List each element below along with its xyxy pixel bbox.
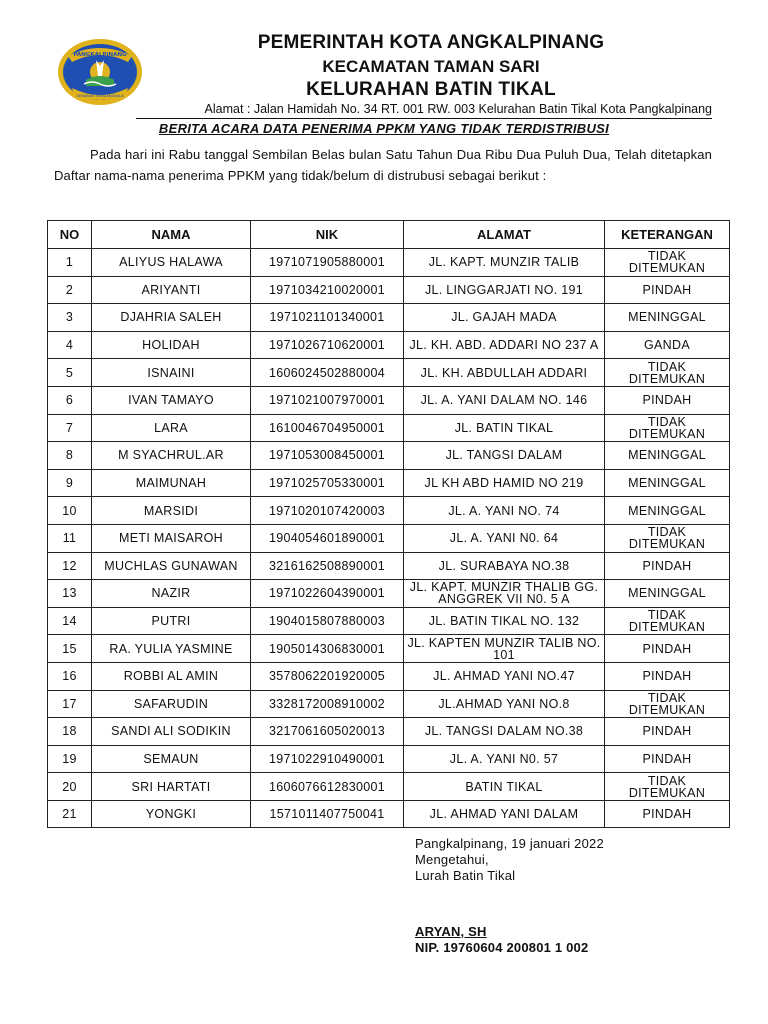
cell-nik: 1971022910490001	[251, 745, 404, 773]
cell-nama: MUCHLAS GUNAWAN	[92, 552, 251, 580]
cell-keterangan: PINDAH	[605, 662, 730, 690]
cell-nik: 1971022604390001	[251, 580, 404, 608]
cell-alamat: JL. A. YANI N0. 57	[404, 745, 605, 773]
cell-keterangan: TIDAK DITEMUKAN	[605, 773, 730, 801]
cell-keterangan: PINDAH	[605, 745, 730, 773]
table-row	[48, 662, 730, 690]
table-row	[48, 442, 730, 470]
table-row	[48, 552, 730, 580]
cell-alamat: JL. GAJAH MADA	[404, 304, 605, 332]
header-keterangan: KETERANGAN	[605, 221, 730, 249]
cell-keterangan: PINDAH	[605, 386, 730, 414]
cell-nama: YONGKI	[92, 800, 251, 828]
table-row	[48, 635, 730, 663]
cell-nik: 1971053008450001	[251, 442, 404, 470]
table-row	[48, 276, 730, 304]
cell-nama: ARIYANTI	[92, 276, 251, 304]
cell-keterangan: PINDAH	[605, 635, 730, 663]
table-row	[48, 773, 730, 801]
cell-nama: METI MAISAROH	[92, 524, 251, 552]
cell-no: 14	[48, 607, 92, 635]
city-emblem-icon	[56, 36, 144, 108]
cell-alamat: JL KH ABD HAMID NO 219	[404, 469, 605, 497]
cell-no: 13	[48, 580, 92, 608]
letterhead-divider	[136, 118, 712, 119]
cell-nama: SEMAUN	[92, 745, 251, 773]
place-date: Pangkalpinang, 19 januari 2022	[415, 836, 604, 851]
table-row	[48, 469, 730, 497]
cell-alamat: JL. KH. ABD. ADDARI NO 237 A	[404, 331, 605, 359]
cell-no: 16	[48, 662, 92, 690]
cell-alamat: JL. KH. ABDULLAH ADDARI	[404, 359, 605, 387]
cell-alamat: JL. LINGGARJATI NO. 191	[404, 276, 605, 304]
table-row	[48, 718, 730, 746]
cell-no: 17	[48, 690, 92, 718]
cell-nama: DJAHRIA SALEH	[92, 304, 251, 332]
cell-no: 3	[48, 304, 92, 332]
cell-no: 2	[48, 276, 92, 304]
cell-keterangan: PINDAH	[605, 800, 730, 828]
cell-alamat: JL. BATIN TIKAL NO. 132	[404, 607, 605, 635]
cell-nama: SAFARUDIN	[92, 690, 251, 718]
header-no: NO	[48, 221, 92, 249]
district-title: KECAMATAN TAMAN SARI	[322, 57, 540, 76]
cell-nik: 1905014306830001	[251, 635, 404, 663]
table-row	[48, 580, 730, 608]
cell-keterangan: MENINGGAL	[605, 469, 730, 497]
cell-nik: 3328172008910002	[251, 690, 404, 718]
cell-keterangan: PINDAH	[605, 718, 730, 746]
cell-keterangan: TIDAK DITEMUKAN	[605, 607, 730, 635]
cell-no: 19	[48, 745, 92, 773]
cell-alamat: JL. AHMAD YANI DALAM	[404, 800, 605, 828]
cell-no: 4	[48, 331, 92, 359]
cell-nama: RA. YULIA YASMINE	[92, 635, 251, 663]
cell-nama: ALIYUS HALAWA	[92, 249, 251, 277]
table-row	[48, 359, 730, 387]
cell-alamat: JL.AHMAD YANI NO.8	[404, 690, 605, 718]
cell-nik: 1971025705330001	[251, 469, 404, 497]
cell-nik: 1971034210020001	[251, 276, 404, 304]
cell-no: 21	[48, 800, 92, 828]
cell-nama: IVAN TAMAYO	[92, 386, 251, 414]
table-header-row	[48, 221, 730, 249]
cell-keterangan: MENINGGAL	[605, 442, 730, 470]
cell-nama: SRI HARTATI	[92, 773, 251, 801]
cell-alamat: JL. TANGSI DALAM	[404, 442, 605, 470]
government-title: PEMERINTAH KOTA ANGKALPINANG	[257, 32, 605, 53]
letterhead-text	[150, 32, 712, 103]
document-title	[0, 121, 768, 136]
cell-no: 18	[48, 718, 92, 746]
cell-nik: 1971020107420003	[251, 497, 404, 525]
cell-alamat: JL. SURABAYA NO.38	[404, 552, 605, 580]
table-row	[48, 800, 730, 828]
cell-keterangan: TIDAK DITEMUKAN	[605, 249, 730, 277]
cell-nik: 1606024502880004	[251, 359, 404, 387]
signer-name: ARYAN, SH	[415, 924, 487, 939]
cell-keterangan: TIDAK DITEMUKAN	[605, 414, 730, 442]
cell-keterangan: TIDAK DITEMUKAN	[605, 524, 730, 552]
cell-nik: 3578062201920005	[251, 662, 404, 690]
table-body	[48, 249, 730, 828]
table-row	[48, 414, 730, 442]
cell-alamat: JL. BATIN TIKAL	[404, 414, 605, 442]
cell-keterangan: TIDAK DITEMUKAN	[605, 359, 730, 387]
cell-no: 1	[48, 249, 92, 277]
cell-nik: 1606076612830001	[251, 773, 404, 801]
cell-alamat: JL. A. YANI DALAM NO. 146	[404, 386, 605, 414]
table-row	[48, 690, 730, 718]
header-alamat: ALAMAT	[404, 221, 605, 249]
cell-no: 15	[48, 635, 92, 663]
cell-nik: 1904015807880003	[251, 607, 404, 635]
signature-space	[415, 884, 604, 924]
cell-nik: 3217061605020013	[251, 718, 404, 746]
document-title-text: BERITA ACARA DATA PENERIMA PPKM YANG TIDAK TERDISTRIBUSI	[158, 121, 610, 136]
table-row	[48, 386, 730, 414]
cell-nama: SANDI ALI SODIKIN	[92, 718, 251, 746]
signature-block	[415, 836, 604, 956]
cell-no: 10	[48, 497, 92, 525]
cell-nama: PUTRI	[92, 607, 251, 635]
cell-alamat: BATIN TIKAL	[404, 773, 605, 801]
cell-keterangan: TIDAK DITEMUKAN	[605, 690, 730, 718]
cell-keterangan: PINDAH	[605, 276, 730, 304]
cell-nama: NAZIR	[92, 580, 251, 608]
cell-nama: ISNAINI	[92, 359, 251, 387]
table-row	[48, 745, 730, 773]
cell-alamat: JL. KAPT. MUNZIR THALIB GG. ANGGREK VII N0. 5 A	[404, 580, 605, 608]
cell-keterangan: MENINGGAL	[605, 497, 730, 525]
intro-paragraph: Pada hari ini Rabu tanggal Sembilan Belas bulan Satu Tahun Dua Ribu Dua Puluh Dua, Telah ditetapkan Daftar nama-nama penerima PPKM yang tidak/belum di distrubusi sebagai berikut :	[54, 147, 712, 183]
cell-nama: LARA	[92, 414, 251, 442]
cell-no: 6	[48, 386, 92, 414]
cell-no: 5	[48, 359, 92, 387]
table-row	[48, 497, 730, 525]
cell-nik: 1610046704950001	[251, 414, 404, 442]
header-nik: NIK	[251, 221, 404, 249]
cell-nama: HOLIDAH	[92, 331, 251, 359]
recipient-table	[47, 220, 730, 828]
header-nama: NAMA	[92, 221, 251, 249]
table-row	[48, 607, 730, 635]
cell-nama: ROBBI AL AMIN	[92, 662, 251, 690]
signer-nip: NIP. 19760604 200801 1 002	[415, 940, 589, 955]
letterhead	[0, 0, 768, 120]
cell-alamat: JL. A. YANI N0. 64	[404, 524, 605, 552]
cell-nik: 1571011407750041	[251, 800, 404, 828]
table-row	[48, 524, 730, 552]
acknowledged-label: Mengetahui,	[415, 852, 489, 867]
signer-position: Lurah Batin Tikal	[415, 868, 516, 883]
table-row	[48, 249, 730, 277]
cell-no: 9	[48, 469, 92, 497]
cell-nik: 1971021007970001	[251, 386, 404, 414]
cell-alamat: JL. KAPT. MUNZIR TALIB	[404, 249, 605, 277]
cell-nik: 1971071905880001	[251, 249, 404, 277]
cell-alamat: JL. AHMAD YANI NO.47	[404, 662, 605, 690]
cell-alamat: JL. KAPTEN MUNZIR TALIB NO. 101	[404, 635, 605, 663]
cell-alamat: JL. TANGSI DALAM NO.38	[404, 718, 605, 746]
cell-no: 20	[48, 773, 92, 801]
table-row	[48, 331, 730, 359]
cell-nik: 3216162508890001	[251, 552, 404, 580]
cell-no: 12	[48, 552, 92, 580]
logo-text-top: PANGKALPINANG	[73, 52, 127, 58]
cell-keterangan: MENINGGAL	[605, 580, 730, 608]
cell-nik: 1971026710620001	[251, 331, 404, 359]
cell-no: 8	[48, 442, 92, 470]
logo-text-bottom: SENDANG MENGANGKALA	[76, 94, 124, 98]
cell-keterangan: MENINGGAL	[605, 304, 730, 332]
cell-keterangan: GANDA	[605, 331, 730, 359]
cell-nik: 1904054601890001	[251, 524, 404, 552]
office-address: Alamat : Jalan Hamidah No. 34 RT. 001 RW. 003 Kelurahan Batin Tikal Kota Pangkalpinang	[204, 102, 712, 116]
cell-no: 7	[48, 414, 92, 442]
cell-no: 11	[48, 524, 92, 552]
village-title: KELURAHAN BATIN TIKAL	[306, 79, 556, 100]
table-row	[48, 304, 730, 332]
cell-keterangan: PINDAH	[605, 552, 730, 580]
cell-nik: 1971021101340001	[251, 304, 404, 332]
cell-alamat: JL. A. YANI NO. 74	[404, 497, 605, 525]
cell-nama: M SYACHRUL.AR	[92, 442, 251, 470]
cell-nama: MAIMUNAH	[92, 469, 251, 497]
cell-nama: MARSIDI	[92, 497, 251, 525]
